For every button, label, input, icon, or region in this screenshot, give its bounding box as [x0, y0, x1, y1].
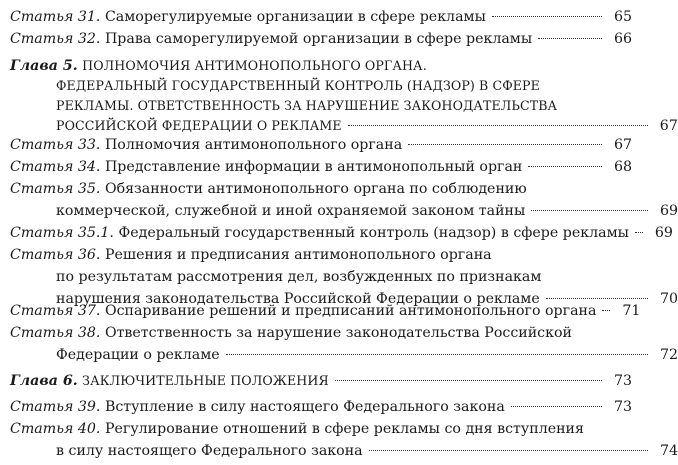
entry-label: Статья 38. — [10, 325, 101, 341]
toc-entry-article-40[interactable] — [10, 418, 678, 462]
entry-label: Статья 36. — [10, 247, 101, 263]
entry-title: Саморегулируемые организации в сфере рекламы — [104, 9, 486, 25]
dot-leader — [528, 166, 602, 167]
dot-leader — [635, 232, 643, 233]
dot-leader — [369, 450, 648, 451]
entry-label: Статья 37. — [10, 303, 101, 319]
entry-title-line-2: по результатам рассмотрения дел, возбужденных по признакам — [56, 269, 542, 285]
dot-leader — [538, 38, 602, 39]
entry-title-line-2: коммерческой, служебной и иной охраняемой законом тайны — [56, 203, 526, 219]
entry-label: Статья 33. — [10, 137, 101, 153]
toc-entry-article-35-1[interactable] — [10, 222, 673, 244]
entry-label: Статья 32. — [10, 31, 101, 47]
toc-entry-article-31[interactable] — [10, 6, 632, 28]
entry-title-line-4: РОССИЙСКОЙ ФЕДЕРАЦИИ О РЕКЛАМЕ — [56, 118, 342, 133]
dot-leader — [531, 210, 648, 211]
entry-label: Глава 5. — [10, 58, 78, 74]
toc-entry-article-34[interactable] — [10, 156, 632, 178]
entry-label: Статья 35.1. — [10, 225, 114, 241]
page-number: 71 — [622, 303, 641, 319]
dot-leader — [511, 406, 602, 407]
entry-title-line-2: в силу настоящего Федерального закона — [56, 443, 363, 459]
entry-title-line-1: ПОЛНОМОЧИЯ АНТИМОНОПОЛЬНОГО ОРГАНА. — [82, 58, 427, 73]
entry-label: Глава 6. — [10, 373, 78, 389]
entry-title-line-1: Решения и предписания антимонопольного органа — [104, 247, 492, 263]
page-number: 72 — [659, 347, 678, 363]
page-number: 65 — [613, 9, 632, 25]
entry-label: Статья 35. — [10, 181, 101, 197]
entry-title: Вступление в силу настоящего Федерального закона — [104, 399, 505, 415]
entry-title: Оспаривание решений и предписаний антимонопольного органа — [104, 303, 597, 319]
page-number: 73 — [613, 373, 632, 389]
dot-leader — [492, 16, 602, 17]
entry-label: Статья 40. — [10, 421, 101, 437]
page-number: 67 — [659, 118, 678, 134]
entry-title-line-2: ФЕДЕРАЛЬНЫЙ ГОСУДАРСТВЕННЫЙ КОНТРОЛЬ (НАДЗОР) В СФЕРЕ — [56, 78, 540, 93]
toc-entry-article-38[interactable] — [10, 322, 678, 366]
page-number: 67 — [613, 137, 632, 153]
entry-title-line-2: Федерации о рекламе — [56, 347, 220, 363]
toc-entry-article-32[interactable] — [10, 28, 632, 50]
entry-label: Статья 39. — [10, 399, 101, 415]
toc-entry-article-35[interactable] — [10, 178, 678, 222]
dot-leader — [226, 354, 648, 355]
page-number: 73 — [613, 399, 632, 415]
entry-label: Статья 31. — [10, 9, 101, 25]
entry-title-line-3: нарушения законодательства Российской Федерации о рекламе — [56, 291, 540, 307]
toc-entry-article-33[interactable] — [10, 134, 632, 156]
page-number: 70 — [659, 291, 678, 307]
entry-title: Представление информации в антимонопольный орган — [104, 159, 523, 175]
entry-title: ЗАКЛЮЧИТЕЛЬНЫЕ ПОЛОЖЕНИЯ — [82, 373, 329, 388]
toc-entry-article-37[interactable] — [10, 300, 641, 322]
page-number: 69 — [659, 203, 678, 219]
entry-title-line-3: РЕКЛАМЫ. ОТВЕТСТВЕННОСТЬ ЗА НАРУШЕНИЕ ЗАКОНОДАТЕЛЬСТВА — [56, 98, 558, 113]
entry-title-line-1: Обязанности антимонопольного органа по соблюдению — [104, 181, 527, 197]
dot-leader — [348, 125, 648, 126]
dot-leader — [602, 310, 610, 311]
entry-title-line-1: Ответственность за нарушение законодательства Российской — [104, 325, 572, 341]
dot-leader — [408, 144, 602, 145]
entry-label: Статья 34. — [10, 159, 101, 175]
entry-title-line-1: Регулирование отношений в сфере рекламы со дня вступления — [104, 421, 584, 437]
page-number: 69 — [654, 225, 673, 241]
entry-title: Полномочия антимонопольного органа — [104, 137, 403, 153]
dot-leader — [546, 298, 648, 299]
entry-title: Федеральный государственный контроль (надзор) в сфере рекламы — [118, 225, 629, 241]
page-number: 66 — [613, 31, 632, 47]
toc-entry-chapter-6[interactable] — [10, 370, 632, 392]
toc-entry-chapter-5[interactable] — [10, 56, 678, 136]
dot-leader — [335, 380, 602, 381]
page-number: 74 — [659, 443, 678, 459]
page-number: 68 — [613, 159, 632, 175]
toc-entry-article-39[interactable] — [10, 396, 632, 418]
entry-title: Права саморегулируемой организации в сфере рекламы — [104, 31, 533, 47]
